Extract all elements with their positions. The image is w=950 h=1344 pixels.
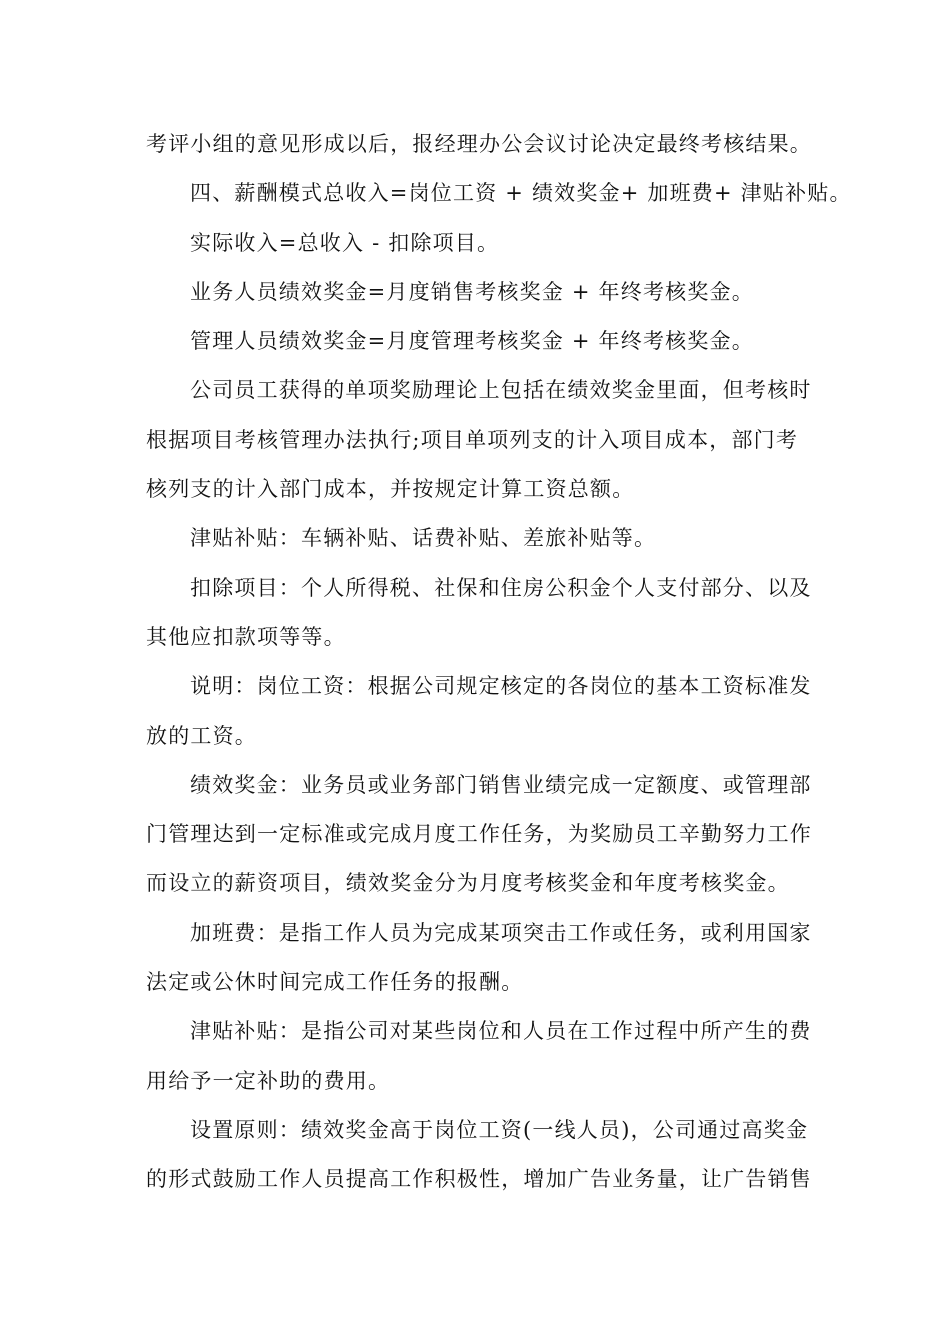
text-line-15: 门管理达到一定标准或完成月度工作任务，为奖励员工辛勤努力工作 bbox=[146, 822, 812, 847]
text-line-17: 加班费：是指工作人员为完成某项突击工作或任务，或利用国家 bbox=[190, 920, 812, 945]
text-line-1: 考评小组的意见形成以后，报经理办公会议讨论决定最终考核结果。 bbox=[146, 132, 812, 156]
text-line-2: 四、薪酬模式总收入=岗位工资 + 绩效奖金+ 加班费+ 津贴补贴。 bbox=[190, 181, 852, 206]
document-body bbox=[146, 120, 852, 1205]
text-line-4: 业务人员绩效奖金=月度销售考核奖金 + 年终考核奖金。 bbox=[190, 279, 754, 304]
text-line-8: 核列支的计入部门成本，并按规定计算工资总额。 bbox=[146, 477, 635, 502]
text-line-19: 津贴补贴：是指公司对某些岗位和人员在工作过程中所产生的费 bbox=[190, 1019, 812, 1044]
text-line-3: 实际收入=总收入 - 扣除项目。 bbox=[190, 230, 500, 255]
text-line-14: 绩效奖金：业务员或业务部门销售业绩完成一定额度、或管理部 bbox=[190, 772, 812, 797]
text-line-6: 公司员工获得的单项奖励理论上包括在绩效奖金里面，但考核时 bbox=[190, 378, 812, 403]
text-line-11: 其他应扣款项等等。 bbox=[146, 624, 346, 649]
text-line-20: 用给予一定补助的费用。 bbox=[146, 1068, 391, 1093]
text-line-22: 的形式鼓励工作人员提高工作积极性，增加广告业务量，让广告销售 bbox=[146, 1167, 812, 1192]
text-line-5: 管理人员绩效奖金=月度管理考核奖金 + 年终考核奖金。 bbox=[190, 329, 754, 354]
text-line-21: 设置原则：绩效奖金高于岗位工资(一线人员)，公司通过高奖金 bbox=[190, 1117, 809, 1142]
text-line-12: 说明：岗位工资：根据公司规定核定的各岗位的基本工资标准发 bbox=[190, 674, 812, 699]
paragraph-text bbox=[146, 120, 852, 1205]
text-line-10: 扣除项目：个人所得税、社保和住房公积金个人支付部分、以及 bbox=[190, 575, 812, 600]
text-line-13: 放的工资。 bbox=[146, 723, 257, 748]
text-line-7: 根据项目考核管理办法执行;项目单项列支的计入项目成本，部门考 bbox=[146, 427, 799, 452]
text-line-16: 而设立的薪资项目，绩效奖金分为月度考核奖金和年度考核奖金。 bbox=[146, 871, 790, 896]
text-line-18: 法定或公休时间完成工作任务的报酬。 bbox=[146, 970, 524, 995]
text-line-9: 津贴补贴：车辆补贴、话费补贴、差旅补贴等。 bbox=[190, 526, 657, 551]
